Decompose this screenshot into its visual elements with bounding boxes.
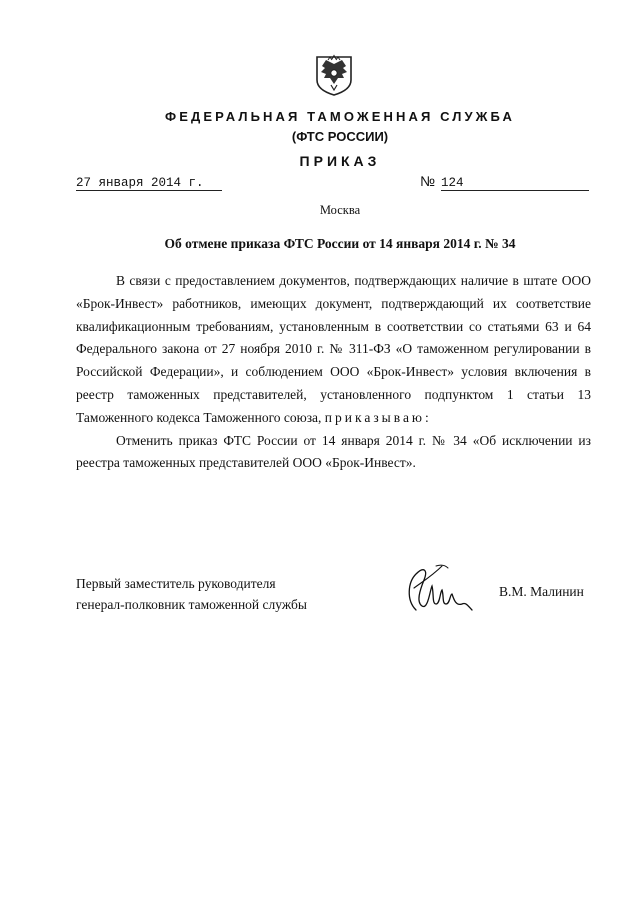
order-date: 27 января 2014 г.	[76, 176, 222, 191]
order-word: приказываю:	[324, 409, 432, 425]
number-sign: №	[420, 173, 436, 189]
document-type: ПРИКАЗ	[299, 153, 381, 169]
handwritten-signature-icon	[402, 560, 474, 618]
signer-position	[76, 573, 307, 615]
agency-name: ФЕДЕРАЛЬНАЯ ТАМОЖЕННАЯ СЛУЖБА	[165, 109, 515, 124]
body-paragraph-2: Отменить приказ ФТС России от 14 января 2014 г. № 34 «Об исключении из реестра таможенных представителей ООО «Брок-Инвест».	[76, 432, 591, 471]
signer-name: В.М. Малинин	[499, 584, 584, 599]
russian-coat-of-arms-icon	[314, 54, 354, 96]
paragraph-1-text: В связи с предоставлением документов, подтверждающих наличие в штате ООО «Брок-Инвест» работников, имеющих документ, подтверждающий их соответствие квалификационным требованиям, установленным в соответствии со статьями 63 и 64 Федерального закона от 27 ноября 2010 г. № 311-ФЗ «О таможенном регулировании в Российской Федерации», и соблюдением ООО «Брок-Инвест» условия включения в реестр таможенных представителей, установленного подпунктом 1 статьи 13 Таможенного кодекса Таможенного союза,	[76, 273, 591, 425]
signer-position-line-2: генерал-полковник таможенной службы	[76, 597, 307, 612]
document-title: Об отмене приказа ФТС России от 14 января 2014 г. № 34	[164, 236, 516, 251]
order-number: 124	[441, 176, 589, 191]
city: Москва	[319, 203, 361, 217]
document-body	[76, 270, 591, 475]
signer-position-line-1: Первый заместитель руководителя	[76, 576, 276, 591]
agency-abbreviation: (ФТС РОССИИ)	[291, 129, 389, 144]
body-paragraph-1	[76, 270, 591, 430]
